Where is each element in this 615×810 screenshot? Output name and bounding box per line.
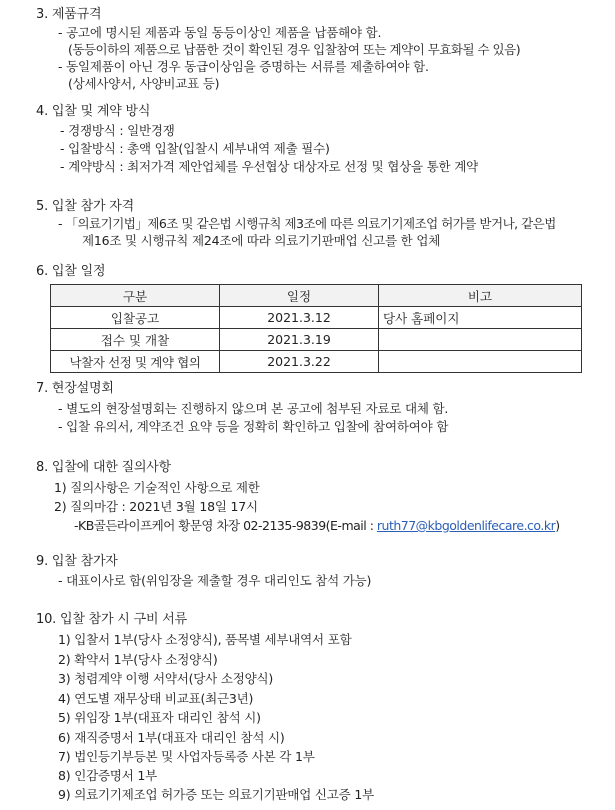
section-3-line-4: (상세사양서, 사양비교표 등) bbox=[68, 76, 220, 91]
section-7-line-1: - 별도의 현장설명회는 진행하지 않으며 본 공고에 첨부된 자료로 대체 함. bbox=[58, 401, 449, 416]
list-item: 2) 확약서 1부(당사 소정양식) bbox=[58, 652, 218, 667]
section-4-line-1: - 경쟁방식 : 일반경쟁 bbox=[60, 123, 175, 138]
section-4-line-2: - 입찰방식 : 총액 입찰(입찰시 세부내역 제출 필수) bbox=[60, 141, 330, 156]
schedule-cell-date: 2021.3.12 bbox=[220, 307, 379, 329]
schedule-cell-note bbox=[379, 329, 582, 351]
list-item: 1) 입찰서 1부(당사 소정양식), 품목별 세부내역서 포함 bbox=[58, 632, 352, 647]
contact-close: ) bbox=[555, 518, 560, 533]
section-3-line-2: (동등이하의 제품으로 납품한 것이 확인된 경우 입찰참여 또는 계약이 무효화될 수 있음) bbox=[68, 42, 521, 57]
section-7-title: 7. 현장설명회 bbox=[36, 381, 114, 396]
section-5-line-1: - 「의료기기법」제6조 및 같은법 시행규칙 제3조에 따른 의료기기제조업 허가를 받거나, 같은법 bbox=[58, 216, 556, 231]
schedule-cell-date: 2021.3.19 bbox=[220, 329, 379, 351]
contact-text: -KB골든라이프케어 황문영 차장 02-2135-9839(E-mail : bbox=[74, 518, 377, 533]
section-7-line-2: - 입찰 유의서, 계약조건 요약 등을 정확히 확인하고 입찰에 참여하여야 함 bbox=[58, 419, 449, 434]
section-4-line-3: - 계약방식 : 최저가격 제안업체를 우선협상 대상자로 선정 및 협상을 통한 계약 bbox=[60, 159, 478, 174]
schedule-header-date: 일정 bbox=[220, 285, 379, 307]
list-item: 9) 의료기기제조업 허가증 또는 의료기기판매업 신고증 1부 bbox=[58, 787, 374, 802]
schedule-cell-category: 입찰공고 bbox=[51, 307, 220, 329]
section-8-line-1: 1) 질의사항은 기술적인 사항으로 제한 bbox=[54, 480, 260, 495]
section-3-title: 3. 제품규격 bbox=[36, 7, 102, 22]
section-9-line-1: - 대표이사로 함(위임장을 제출할 경우 대리인도 참석 가능) bbox=[58, 573, 372, 588]
table-row bbox=[51, 351, 582, 373]
schedule-header-row bbox=[51, 285, 582, 307]
list-item: 7) 법인등기부등본 및 사업자등록증 사본 각 1부 bbox=[58, 749, 315, 764]
section-8-contact bbox=[74, 517, 560, 535]
section-3-line-3: - 동일제품이 아닌 경우 동급이상임을 증명하는 서류를 제출하여야 함. bbox=[58, 59, 429, 74]
section-8-line-2: 2) 질의마감 : 2021년 3월 18일 17시 bbox=[54, 499, 258, 514]
section-5-line-2: 제16조 및 시행규칙 제24조에 따라 의료기기판매업 신고를 한 업체 bbox=[82, 233, 441, 248]
list-item: 6) 재직증명서 1부(대표자 대리인 참석 시) bbox=[58, 730, 285, 745]
list-item: 3) 청렴계약 이행 서약서(당사 소정양식) bbox=[58, 671, 274, 686]
section-8-title: 8. 입찰에 대한 질의사항 bbox=[36, 460, 172, 475]
list-item: 4) 연도별 재무상태 비교표(최근3년) bbox=[58, 691, 254, 706]
section-9-title: 9. 입찰 참가자 bbox=[36, 554, 118, 569]
section-6-title: 6. 입찰 일정 bbox=[36, 264, 106, 279]
section-4-title: 4. 입찰 및 계약 방식 bbox=[36, 104, 151, 119]
table-row bbox=[51, 307, 582, 329]
section-10-title: 10. 입찰 참가 시 구비 서류 bbox=[36, 612, 187, 627]
schedule-cell-category: 낙찰자 선정 및 계약 협의 bbox=[51, 351, 220, 373]
schedule-cell-note bbox=[379, 351, 582, 373]
list-item: 5) 위임장 1부(대표자 대리인 참석 시) bbox=[58, 710, 261, 725]
section-5-title: 5. 입찰 참가 자격 bbox=[36, 199, 134, 214]
schedule-cell-category: 접수 및 개찰 bbox=[51, 329, 220, 351]
email-link[interactable]: ruth77@kbgoldenlifecare.co.kr bbox=[376, 518, 556, 533]
section-3-line-1: - 공고에 명시된 제품과 동일 동등이상인 제품을 납품해야 함. bbox=[58, 25, 382, 40]
schedule-table bbox=[50, 284, 582, 373]
schedule-cell-date: 2021.3.22 bbox=[220, 351, 379, 373]
schedule-header-note: 비고 bbox=[379, 285, 582, 307]
list-item: 8) 인감증명서 1부 bbox=[58, 768, 157, 783]
table-row bbox=[51, 329, 582, 351]
schedule-cell-note: 당사 홈페이지 bbox=[379, 307, 582, 329]
schedule-header-category: 구분 bbox=[51, 285, 220, 307]
